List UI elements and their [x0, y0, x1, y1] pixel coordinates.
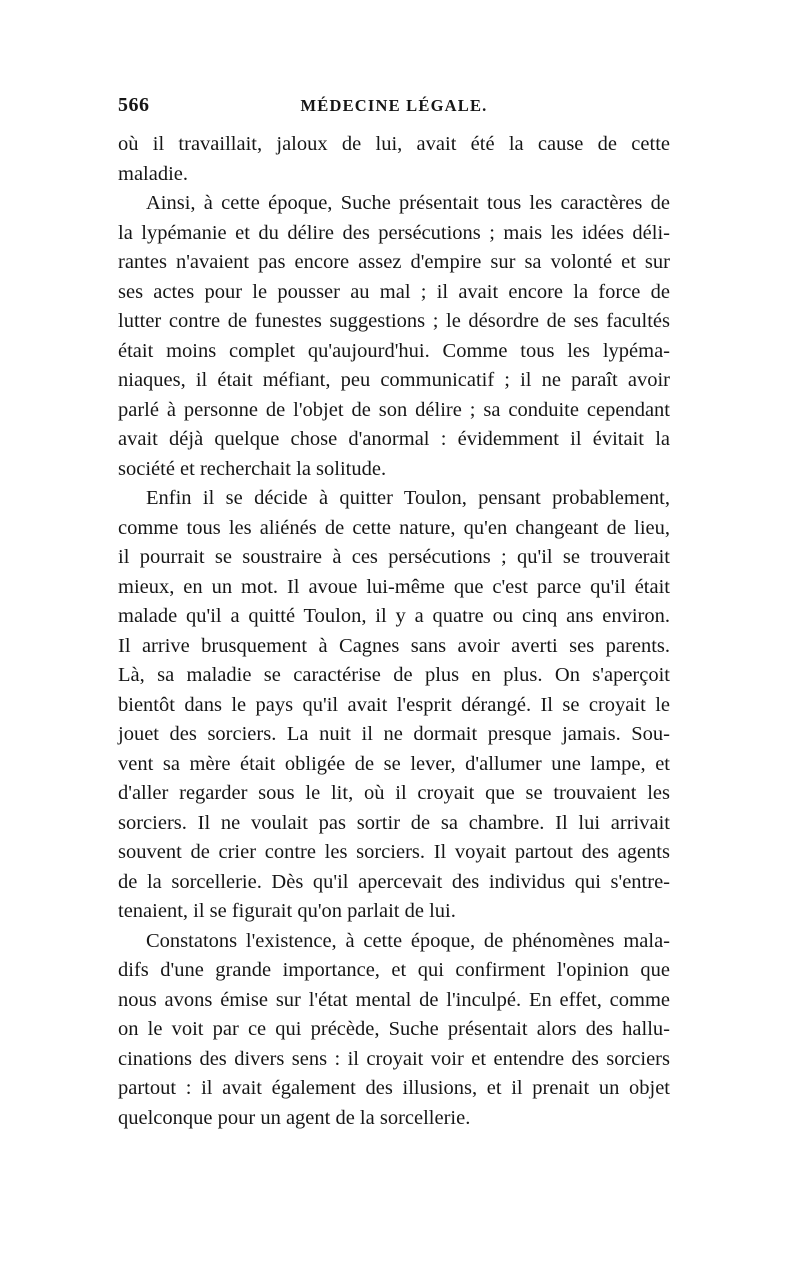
running-head [118, 94, 670, 120]
body-text [118, 130, 670, 1133]
text-line: Ainsi, à cette époque, Suche présentait tous les caractères de [146, 192, 670, 214]
text-line: difs d'une grande importance, et qui confirment l'opinion que [118, 959, 670, 981]
text-line: était moins complet qu'aujourd'hui. Comme tous les lypéma- [118, 339, 670, 362]
page-number: 566 [118, 94, 150, 116]
text-line: maladie. [118, 162, 189, 185]
text-line: on le voit par ce qui précède, Suche présentait alors des hallu- [118, 1018, 670, 1040]
text-line: il pourrait se soustraire à ces persécutions ; qu'il se trouverait [118, 546, 670, 568]
text-line: Là, sa maladie se caractérise de plus en plus. On s'aperçoit [118, 664, 670, 686]
text-line: la lypémanie et du délire des persécutions ; mais les idées déli- [118, 221, 670, 244]
text-line: bientôt dans le pays qu'il avait l'esprit dérangé. Il se croyait le [118, 693, 670, 716]
text-line: société et recherchait la solitude. [118, 457, 387, 480]
text-line: partout : il avait également des illusions, et il prenait un objet [118, 1077, 670, 1099]
text-line: d'aller regarder sous le lit, où il croyait que se trouvaient les [118, 782, 670, 804]
text-line: ses actes pour le pousser au mal ; il avait encore la force de [118, 280, 670, 303]
text-line: souvent de crier contre les sorciers. Il voyait partout des agents [118, 841, 670, 863]
text-line: nous avons émise sur l'état mental de l'inculpé. En effet, comme [118, 988, 670, 1011]
text-line: lutter contre de funestes suggestions ; le désordre de ses facultés [118, 310, 670, 332]
text-line: Il arrive brusquement à Cagnes sans avoir averti ses parents. [118, 634, 670, 657]
text-line: vent sa mère était obligée de se lever, d'allumer une lampe, et [118, 752, 670, 775]
text-line: cinations des divers sens : il croyait voir et entendre des sorciers [118, 1047, 670, 1070]
running-title: MÉDECINE LÉGALE. [300, 96, 488, 115]
text-line: parlé à personne de l'objet de son délire ; sa conduite cependant [118, 398, 670, 421]
text-line: comme tous les aliénés de cette nature, qu'en changeant de lieu, [118, 516, 670, 539]
text-line: niaques, il était méfiant, peu communicatif ; il ne paraît avoir [118, 369, 670, 391]
text-line: malade qu'il a quitté Toulon, il y a quatre ou cinq ans environ. [118, 605, 670, 627]
text-line: Enfin il se décide à quitter Toulon, pensant probablement, [146, 487, 670, 509]
text-line: jouet des sorciers. La nuit il ne dormait presque jamais. Sou- [118, 723, 670, 745]
text-line: Constatons l'existence, à cette époque, de phénomènes mala- [146, 929, 670, 952]
text-line: mieux, en un mot. Il avoue lui-même que c'est parce qu'il était [118, 575, 670, 598]
text-line: rantes n'avaient pas encore assez d'empire sur sa volonté et sur [118, 251, 670, 273]
text-line: de la sorcellerie. Dès qu'il apercevait des individus qui s'entre- [118, 870, 670, 893]
text-line: sorciers. Il ne voulait pas sortir de sa chambre. Il lui arrivait [118, 811, 670, 834]
text-line: quelconque pour un agent de la sorcellerie. [118, 1106, 471, 1129]
text-line: tenaient, il se figurait qu'on parlait de lui. [118, 900, 456, 922]
text-line: où il travaillait, jaloux de lui, avait été la cause de cette [118, 133, 670, 155]
text-line: avait déjà quelque chose d'anormal : évidemment il évitait la [118, 428, 670, 450]
